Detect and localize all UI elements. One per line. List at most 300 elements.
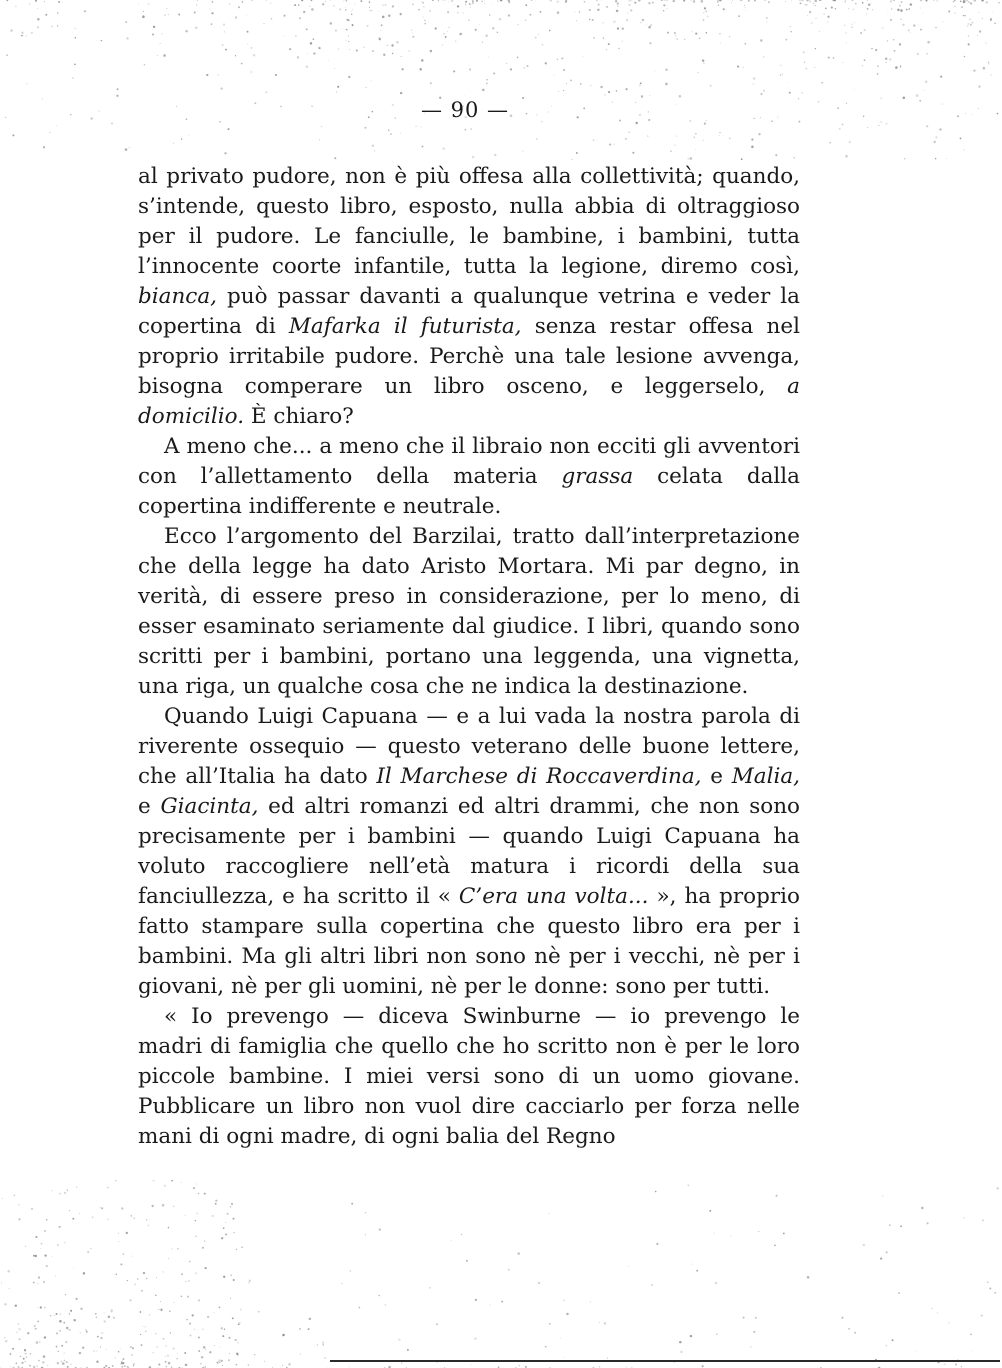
scan-speck	[50, 1315, 51, 1316]
scan-speck	[9, 1288, 10, 1289]
scan-speck	[488, 56, 489, 57]
scan-speck	[185, 30, 187, 32]
scan-speck	[116, 95, 118, 97]
scan-speck	[133, 1217, 135, 1219]
scan-speck	[791, 0, 792, 1]
scan-speck	[197, 0, 198, 1]
scan-speck	[454, 4, 455, 5]
italic-text: grassa	[561, 464, 634, 489]
scan-speck	[156, 1277, 157, 1278]
scan-speck	[289, 48, 291, 50]
scan-speck	[576, 20, 577, 21]
text-run: », ha proprio fatto stampare sulla copertina che questo libro era per i bambini. Ma gli altri libri non sono nè per i vecchi, nè per i giovani, nè per gli uomini, nè per le donne: sono per tutti.	[138, 884, 800, 999]
scan-speck	[43, 1281, 45, 1283]
scan-speck	[270, 3, 271, 4]
scan-speck	[58, 1, 60, 3]
scan-speck	[322, 1342, 324, 1344]
scan-speck	[675, 35, 677, 37]
scan-speck	[49, 132, 50, 133]
scan-speck	[908, 8, 910, 10]
scan-speck	[116, 1274, 117, 1275]
scan-speck	[282, 1365, 283, 1366]
scan-speck	[540, 11, 542, 13]
scan-speck	[307, 53, 308, 54]
scan-speck	[104, 1312, 105, 1313]
scan-speck	[475, 29, 477, 31]
scan-speck	[935, 158, 937, 160]
scan-speck	[142, 15, 145, 18]
scan-speck	[137, 1278, 139, 1280]
scan-speck	[690, 1335, 692, 1337]
scan-speck	[177, 1353, 178, 1354]
scan-speck	[421, 1, 422, 2]
scan-speck	[916, 1350, 917, 1351]
scan-speck	[667, 32, 669, 34]
scan-speck	[732, 0, 733, 1]
scan-speck	[386, 44, 388, 46]
scan-speck	[392, 5, 394, 7]
scan-speck	[18, 1204, 19, 1205]
scan-speck	[37, 1307, 38, 1308]
scan-speck	[26, 35, 27, 36]
scan-speck	[165, 1345, 167, 1347]
scan-speck	[651, 1284, 653, 1286]
scan-speck	[301, 0, 303, 1]
scan-speck	[310, 42, 312, 44]
scan-speck	[893, 50, 895, 52]
scan-speck	[348, 19, 350, 21]
scan-speck	[430, 50, 433, 53]
scan-speck	[622, 41, 623, 42]
scan-speck	[448, 27, 450, 29]
scan-speck	[15, 6, 17, 8]
scan-speck	[70, 1310, 72, 1312]
scan-speck	[123, 1253, 125, 1255]
scan-speck	[12, 134, 14, 136]
scan-speck	[608, 43, 610, 45]
scan-speck	[604, 94, 606, 96]
scan-speck	[59, 1226, 61, 1228]
scan-speck	[848, 1328, 850, 1330]
scan-speck	[176, 1358, 177, 1359]
scan-speck	[648, 2, 650, 4]
scan-speck	[666, 0, 668, 1]
scan-speck	[617, 27, 619, 29]
scan-speck	[926, 53, 928, 55]
scan-speck	[202, 1247, 204, 1249]
scan-speck	[593, 139, 595, 141]
italic-text: a domicilio.	[138, 374, 800, 429]
scan-speck	[821, 82, 823, 84]
scan-speck	[863, 1244, 866, 1247]
scan-speck	[898, 1292, 900, 1294]
scan-speck	[617, 5, 618, 6]
scan-speck	[852, 9, 854, 11]
scan-speck	[720, 43, 721, 44]
scan-speck	[350, 1270, 352, 1272]
scan-speck	[335, 29, 337, 31]
scan-speck	[345, 40, 346, 41]
scan-speck	[412, 4, 413, 5]
scan-speck	[254, 1354, 255, 1355]
scan-speck	[706, 32, 708, 34]
scan-speck	[168, 1362, 171, 1365]
scan-speck	[634, 2, 636, 4]
scan-speck	[265, 91, 267, 93]
text-run: Quando Luigi Capuana — e a lui vada la nostra parola di riverente ossequio — questo veterano delle buone lettere, che all’Italia ha dato	[138, 704, 800, 789]
scan-speck	[10, 1353, 12, 1355]
scan-speck	[867, 127, 868, 128]
scan-speck	[57, 25, 58, 26]
scan-speck	[628, 0, 630, 2]
scan-speck	[111, 122, 113, 124]
scan-speck	[233, 1279, 235, 1281]
scan-speck	[372, 145, 374, 147]
scan-speck	[935, 27, 936, 28]
scan-speck	[574, 12, 575, 13]
scan-speck	[954, 0, 956, 1]
scan-speck	[18, 1328, 20, 1330]
paragraph	[138, 522, 800, 702]
scan-speck	[127, 1280, 128, 1281]
scan-speck	[625, 88, 627, 90]
scan-speck	[374, 150, 375, 151]
scan-speck	[396, 41, 398, 43]
scan-speck	[222, 1335, 224, 1337]
scan-speck	[729, 36, 731, 38]
scan-speck	[223, 1227, 225, 1229]
scan-speck	[906, 9, 908, 11]
scan-speck	[699, 37, 701, 39]
scan-speck	[557, 58, 559, 60]
scan-speck	[63, 1322, 65, 1324]
scan-speck	[345, 7, 346, 8]
scan-speck	[391, 44, 393, 46]
scan-speck	[563, 69, 565, 71]
scan-speck	[82, 1347, 84, 1349]
scan-speck	[921, 1207, 923, 1209]
scan-speck	[317, 1344, 318, 1345]
scan-speck	[702, 59, 705, 62]
scan-speck	[80, 1332, 81, 1333]
scan-speck	[145, 1330, 147, 1332]
scan-speck	[354, 3, 355, 4]
scan-speck	[525, 4, 527, 6]
scan-speck	[360, 0, 362, 2]
scan-speck	[44, 1230, 46, 1232]
scan-speck	[201, 1356, 204, 1359]
scan-speck	[222, 1365, 223, 1366]
scan-speck	[66, 1327, 69, 1330]
scan-speck	[157, 55, 158, 56]
scan-speck	[470, 7, 471, 8]
scan-speck	[466, 1260, 468, 1262]
scan-speck	[196, 5, 197, 6]
scan-speck	[187, 1296, 189, 1298]
scan-speck	[140, 1334, 141, 1335]
scan-speck	[934, 141, 936, 143]
scan-speck	[107, 1187, 109, 1189]
scan-speck	[910, 3, 912, 5]
scan-speck	[988, 63, 990, 65]
scan-speck	[482, 89, 485, 92]
scan-speck	[990, 74, 991, 75]
scan-speck	[948, 10, 950, 12]
scan-speck	[525, 19, 527, 21]
scan-speck	[625, 138, 627, 140]
scan-speck	[359, 1307, 361, 1309]
scan-speck	[803, 51, 805, 53]
scan-speck	[62, 1362, 65, 1365]
scan-speck	[897, 9, 899, 11]
scan-speck	[719, 0, 721, 1]
scan-speck	[230, 1298, 231, 1299]
scan-speck	[330, 22, 332, 24]
scan-speck	[719, 135, 720, 136]
scan-speck	[185, 1364, 188, 1367]
scan-speck	[978, 12, 979, 13]
scan-speck	[684, 39, 685, 40]
scan-speck	[63, 1352, 64, 1353]
scan-speck	[693, 1, 696, 4]
scan-speck	[37, 18, 39, 20]
scan-speck	[628, 1266, 629, 1267]
scan-speck	[649, 95, 650, 96]
scan-speck	[158, 1363, 160, 1365]
scan-speck	[827, 21, 828, 22]
scan-speck	[964, 15, 966, 17]
scan-speck	[399, 13, 402, 16]
scan-speck	[30, 1353, 31, 1354]
scan-speck	[31, 1208, 33, 1210]
text-run: celata dalla copertina indifferente e neutrale.	[138, 464, 800, 519]
scan-speck	[558, 91, 559, 92]
scan-speck	[16, 1331, 18, 1333]
scan-speck	[764, 0, 765, 1]
scan-speck	[4, 1303, 6, 1305]
scan-speck	[717, 1, 719, 3]
scan-speck	[806, 0, 808, 2]
scan-speck	[237, 1354, 239, 1356]
scan-speck	[842, 124, 844, 126]
scan-speck	[99, 1207, 100, 1208]
scan-speck	[40, 1306, 42, 1308]
scan-speck	[900, 19, 901, 20]
scan-speck	[754, 0, 756, 2]
scan-speck	[705, 10, 707, 12]
scan-speck	[760, 39, 762, 41]
scan-speck	[142, 1326, 143, 1327]
scan-speck	[871, 48, 872, 49]
italic-text: Il Marchese di Roccaverdina,	[376, 764, 702, 789]
scan-speck	[215, 1203, 217, 1205]
scan-speck	[121, 1366, 123, 1368]
scan-speck	[693, 136, 695, 138]
scan-speck	[75, 28, 76, 29]
scan-speck	[181, 1182, 182, 1183]
scan-speck	[523, 67, 525, 69]
scan-speck	[751, 139, 753, 141]
scan-speck	[820, 0, 822, 1]
scan-speck	[783, 1232, 785, 1234]
scan-speck	[25, 1246, 26, 1247]
scan-speck	[767, 22, 768, 23]
scan-speck	[203, 1346, 206, 1349]
scan-speck	[690, 157, 693, 160]
scan-speck	[867, 8, 869, 10]
scan-speck	[766, 17, 768, 19]
scan-speck	[408, 50, 410, 52]
scan-speck	[563, 90, 564, 91]
scan-speck	[538, 1282, 540, 1284]
scan-speck	[744, 5, 745, 6]
scan-speck	[868, 3, 870, 5]
scan-speck	[71, 1364, 72, 1365]
scan-speck	[470, 128, 471, 129]
scan-speck	[566, 1313, 568, 1315]
scan-speck	[640, 82, 642, 84]
scan-speck	[319, 139, 320, 140]
scan-speck	[65, 1294, 66, 1295]
scan-speck	[144, 64, 145, 65]
scan-speck	[878, 125, 879, 126]
paragraph	[138, 702, 800, 1002]
scan-speck	[813, 3, 815, 5]
scan-speck	[148, 3, 150, 5]
scan-speck	[251, 0, 253, 1]
scan-speck	[982, 1219, 984, 1221]
scan-speck	[44, 1336, 46, 1338]
scan-speck	[899, 5, 900, 6]
scan-speck	[93, 1350, 95, 1352]
scan-speck	[494, 154, 496, 156]
scan-speck	[64, 1360, 66, 1362]
scan-speck	[590, 85, 591, 86]
scan-speck	[927, 1222, 929, 1224]
scan-speck	[862, 65, 863, 66]
scan-speck	[566, 83, 567, 84]
scan-speck	[43, 1355, 46, 1358]
scan-speck	[926, 125, 928, 127]
scan-speck	[103, 1320, 105, 1322]
scan-speck	[21, 1362, 23, 1364]
scan-speck	[469, 65, 470, 66]
italic-text: Malia,	[731, 764, 800, 789]
scan-speck	[203, 1344, 204, 1345]
scan-speck	[489, 14, 491, 16]
scan-speck	[46, 1219, 47, 1220]
paragraph	[138, 162, 800, 432]
scan-speck	[816, 18, 817, 19]
scan-speck	[385, 1304, 386, 1305]
scan-speck	[860, 32, 862, 34]
scan-speck	[211, 1215, 213, 1217]
scan-speck	[501, 1301, 503, 1303]
scan-speck	[598, 4, 600, 6]
scan-speck	[893, 39, 894, 40]
scan-speck	[485, 34, 488, 37]
scan-speck	[701, 0, 704, 3]
scan-speck	[153, 1180, 155, 1182]
scan-speck	[486, 82, 488, 84]
scan-speck	[334, 157, 336, 159]
scan-speck	[343, 0, 344, 1]
scan-speck	[59, 1193, 61, 1195]
scan-speck	[336, 92, 337, 93]
scan-speck	[168, 14, 169, 15]
scan-speck	[453, 70, 455, 72]
scan-speck	[19, 1338, 21, 1340]
scan-speck	[640, 22, 641, 23]
scan-speck	[665, 83, 668, 86]
scan-speck	[920, 29, 922, 31]
scan-noise-top	[0, 0, 1002, 160]
scan-speck	[447, 11, 449, 13]
scan-speck	[129, 147, 131, 149]
scan-speck	[322, 1344, 324, 1346]
scan-speck	[145, 1326, 147, 1328]
scan-speck	[978, 85, 980, 87]
text-run: e	[138, 794, 161, 819]
scan-speck	[463, 12, 464, 13]
scan-speck	[472, 0, 474, 2]
scan-speck	[780, 65, 781, 66]
scan-speck	[632, 152, 634, 154]
scan-speck	[118, 1233, 119, 1234]
scan-speck	[309, 6, 310, 7]
scan-speck	[214, 1345, 215, 1346]
scan-speck	[288, 1363, 290, 1365]
scan-speck	[57, 1362, 59, 1364]
scan-speck	[814, 67, 815, 68]
scan-speck	[809, 11, 811, 13]
scan-speck	[42, 1361, 45, 1364]
scan-speck	[925, 0, 927, 2]
scan-speck	[479, 24, 480, 25]
scan-speck	[609, 144, 611, 146]
scan-speck	[648, 26, 651, 29]
scan-speck	[36, 1341, 38, 1343]
scan-speck	[173, 1347, 175, 1349]
scan-speck	[209, 1351, 211, 1353]
scan-speck	[380, 30, 381, 31]
scan-speck	[213, 1312, 214, 1313]
text-run: Ecco l’argomento del Barzilai, tratto dall’interpretazione che della legge ha dato Aristo Mortara. Mi par degno, in verità, di essere preso in considerazione, per lo meno, di esser esaminato seriamente dal giudice. I libri, quando sono scritti per i bambini, portano una leggenda, una vignetta, una riga, un qualche cosa che ne indica la destinazione.	[138, 524, 800, 699]
scan-speck	[602, 22, 603, 23]
scan-speck	[379, 11, 380, 12]
scan-speck	[990, 19, 992, 21]
scan-speck	[186, 1319, 188, 1321]
scan-speck	[851, 24, 852, 25]
scan-speck	[37, 1283, 38, 1284]
scan-speck	[506, 63, 507, 64]
scan-speck	[432, 0, 434, 1]
scan-speck	[240, 1308, 242, 1310]
scan-speck	[220, 87, 222, 89]
scan-speck	[14, 1194, 16, 1196]
scan-speck	[753, 84, 754, 85]
scan-speck	[854, 1332, 856, 1334]
scan-speck	[129, 1299, 131, 1301]
scan-speck	[862, 2, 864, 4]
scan-speck	[124, 1365, 126, 1367]
scan-speck	[169, 1310, 171, 1312]
scan-speck	[44, 1307, 46, 1309]
scan-speck	[719, 132, 720, 133]
scan-speck	[188, 135, 189, 136]
scan-speck	[887, 40, 888, 41]
scan-speck	[424, 20, 425, 21]
